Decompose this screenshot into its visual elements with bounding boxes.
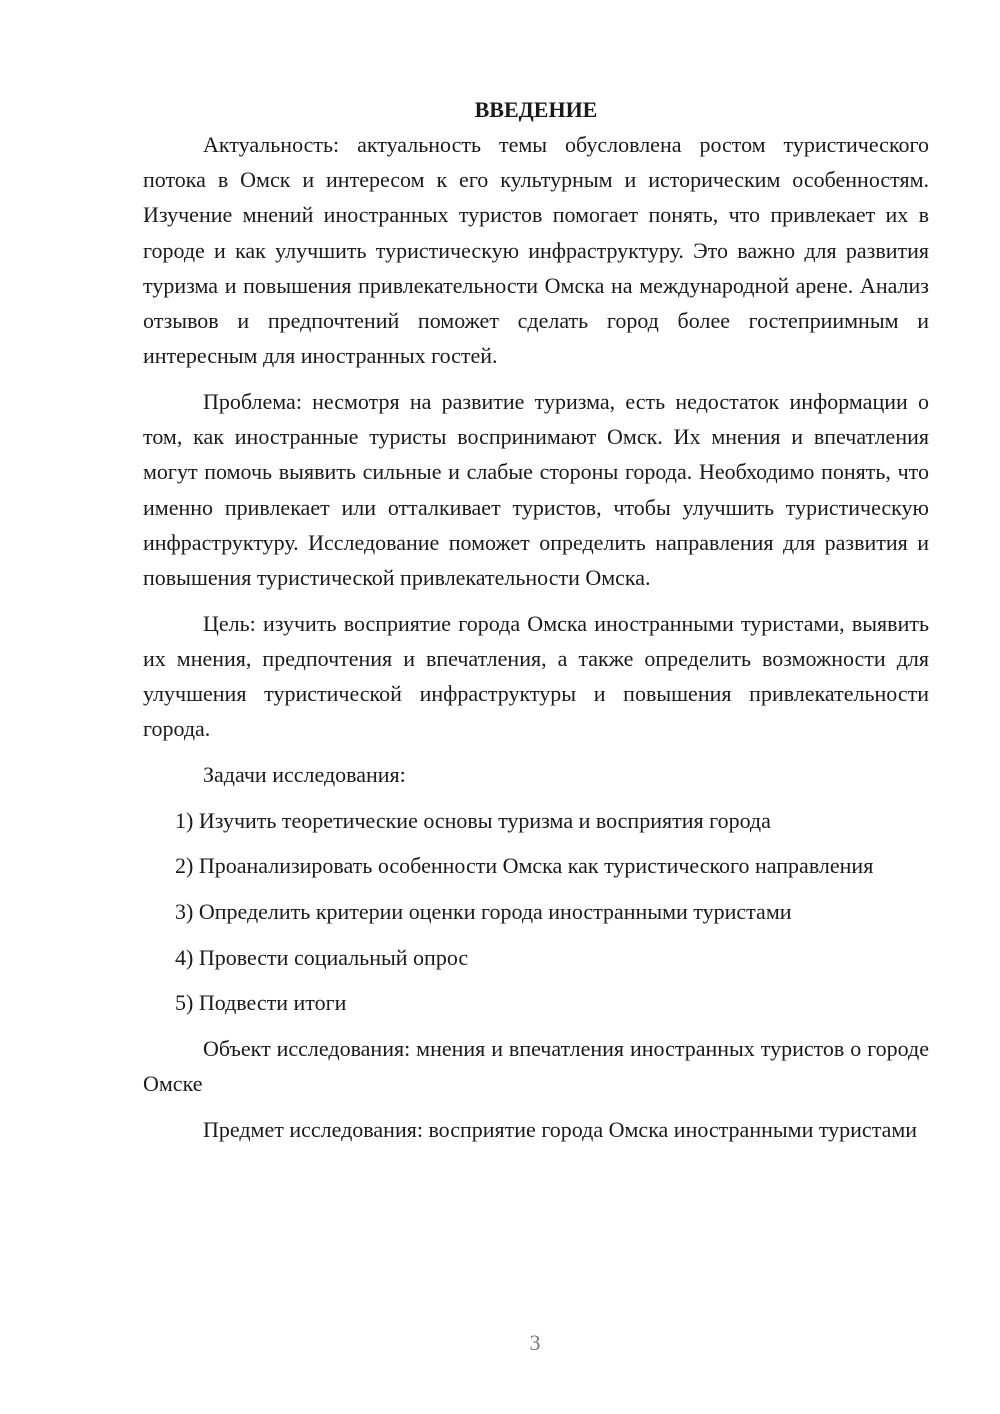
section-title: ВВЕДЕНИЕ bbox=[474, 97, 598, 122]
task-item-2: 2) Проанализировать особенности Омска как туристического направления bbox=[175, 853, 874, 879]
tasks-heading: Задачи исследования: bbox=[203, 761, 406, 787]
task-item-5: 5) Подвести итоги bbox=[175, 990, 347, 1016]
task-item-3: 3) Определить критерии оценки города иностранными туристами bbox=[175, 899, 792, 925]
paragraph-object: Объект исследования: мнения и впечатления иностранных туристов о городе Омске bbox=[143, 1036, 929, 1097]
paragraph-problem: Проблема: несмотря на развитие туризма, есть недостаток информации о том, как иностранные туристы воспринимают Омск. Их мнения и впечатления могут помочь выявить сильные и слабые стороны города. Необходимо понять, что именно привлекает или отталкивает туристов, чтобы улучшить туристическую инфраструктуру. Исследование поможет определить направления для развития и повышения туристической привлекательности Омска. bbox=[143, 388, 929, 590]
task-item-1: 1) Изучить теоретические основы туризма и восприятия города bbox=[175, 807, 771, 833]
paragraph-goal: Цель: изучить восприятие города Омска иностранными туристами, выявить их мнения, предпочтения и впечатления, а также определить возможности для улучшения туристической инфраструктуры и повышения привлекательности города. bbox=[143, 610, 929, 742]
page-number: 3 bbox=[529, 1330, 541, 1355]
task-item-4: 4) Провести социальный опрос bbox=[175, 944, 469, 970]
document-page bbox=[143, 92, 929, 1147]
paragraph-relevance: Актуальность: актуальность темы обусловлена ростом туристического потока в Омск и интересом к его культурным и историческим особенностям. Изучение мнений иностранных туристов помогает понять, что привлекает их в городе и как улучшить туристическую инфраструктуру. Это важно для развития туризма и повышения привлекательности Омска на международной арене. Анализ отзывов и предпочтений поможет сделать город более гостеприимным и интересным для иностранных гостей. bbox=[143, 132, 929, 369]
paragraph-subject: Предмет исследования: восприятие города Омска иностранными туристами bbox=[203, 1117, 918, 1143]
